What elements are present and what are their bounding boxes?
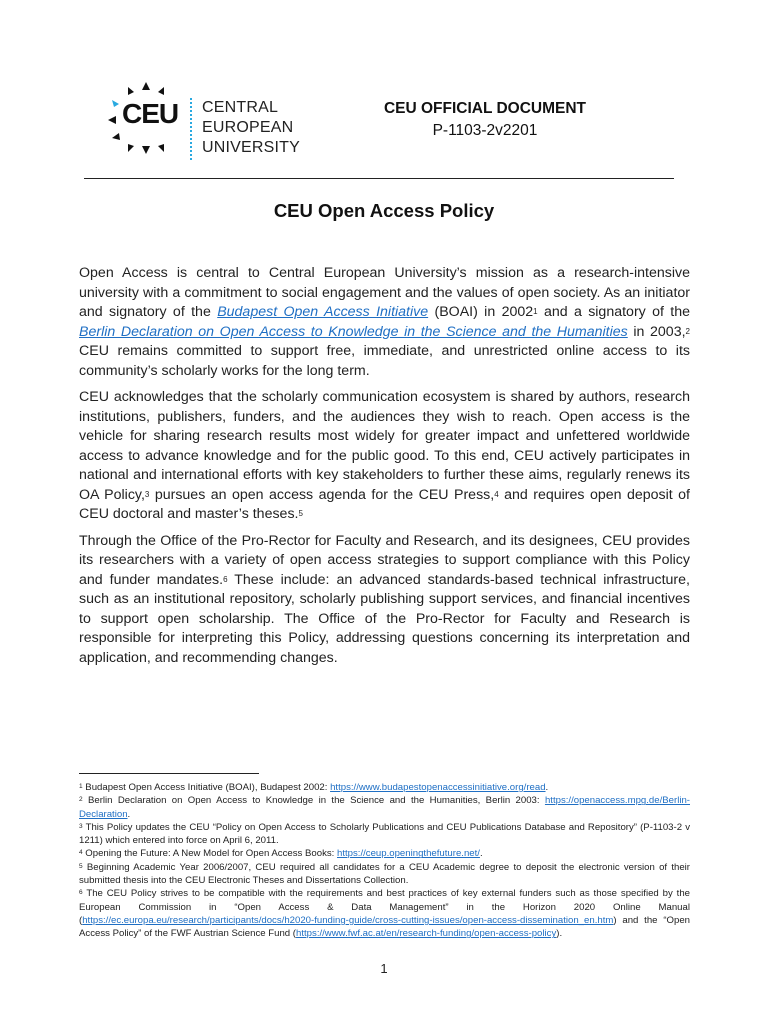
footnotes [79,781,690,941]
text: Berlin Declaration on Open Access to Knowledge in the Science and the Humanities, Berlin 2003: [82,795,545,807]
footnote-number: 5 [79,862,83,870]
footnote-ref: 3 [144,489,150,499]
boai-link[interactable]: Budapest Open Access Initiative [217,304,429,320]
paragraph-1 [79,264,690,381]
footnote-link[interactable]: https://www.fwf.ac.at/en/research-funding/open-access-policy [296,928,557,940]
text: . [479,848,483,860]
document-code: P-1103-2v2201 [432,122,538,139]
ceu-logo [96,72,306,168]
text: CEU remains committed to support free, immediate, and unrestricted online access to its community’s scholarly works for the long term. [79,343,690,379]
footnote-ref: 4 [494,489,499,499]
logo-name [202,98,300,158]
footnote-link[interactable]: https://openaccess.mpg.de/Berlin-Declaration [79,795,690,820]
document-header [370,98,600,142]
paragraph-2 [79,388,690,525]
logo-divider [190,98,192,160]
footnote-ref: 6 [223,574,228,584]
logo-name-line: UNIVERSITY [202,139,301,156]
text: These include: an advanced standards-based technical infrastructure, such as an institutional repository, scholarly publishing support services, and financial incentives to support open scholarship. The Office of the Pro-Rector for Faculty and Research is responsible for interpreting this Policy, addressing questions concerning its interpretation and application, and recommending changes. [79,571,690,666]
logo-abbrev: CEU [122,98,179,129]
logo-name-line: CENTRAL [202,99,279,116]
text: This Policy updates the CEU “Policy on Open Access to Scholarly Publications and CEU Publications Database and Repository” (P-1103-2 v 1211) which entered into force on April 6, 2011. [79,821,690,847]
footnote-3 [79,821,690,848]
text: ) and the “Open Access Policy” of the FWF Austrian Science Fund ( [79,914,690,940]
footnote-number: 6 [79,889,83,897]
text: CEU acknowledges that the scholarly communication ecosystem is shared by authors, research institutions, publishers, funders, and the audiences they wish to reach. Open access is the vehicle for sharing research results most widely for greater impact and unfettered worldwide access to advance knowledge and for the public good. To this end, CEU actively participates in national and international efforts with key stakeholders to further these aims, regularly renews its OA Policy, [79,389,690,503]
footnote-number: 2 [79,796,83,804]
footnote-2 [79,794,690,821]
text: (BOAI) in 2002 [428,304,534,320]
footnote-separator [79,773,259,774]
footnote-ref: 1 [533,307,538,316]
text: and a signatory of the [537,304,691,320]
page-number: 1 [380,961,388,976]
footnote-number: 3 [79,822,83,830]
footnote-6 [79,887,690,940]
text: in 2003, [627,323,686,340]
text: Beginning Academic Year 2006/2007, CEU required all candidates for a CEU Academic degree to deposit the electronic version of their submitted thesis into the CEU Electronic Theses and Dissertations Collection. [79,861,690,887]
text: Opening the Future: A New Model for Open Access Books: [82,848,337,860]
logo-name-line: EUROPEAN [202,119,294,136]
footnote-link[interactable]: https://ceup.openingthefuture.net/ [337,848,480,860]
text: ). [556,928,563,940]
text: . [545,782,549,793]
text: pursues an open access agenda for the CEU Press, [149,486,495,503]
text: and requires open deposit of CEU doctoral and master’s theses. [79,486,690,522]
footnote-5 [79,861,690,888]
footnote-number: 1 [79,783,83,790]
footnote-1 [79,781,690,794]
paragraph-3 [79,532,690,669]
berlin-declaration-link[interactable]: Berlin Declaration on Open Access to Knowledge in the Science and the Humanities [79,323,628,340]
footnote-link[interactable]: https://www.budapestopenaccessinitiative.org/read [330,782,546,793]
text: The CEU Policy strives to be compatible with the requirements and best practices of key external funders such as those specified by the European Commission in “Open Access & Data Management” in the Horizon 2020 Online Manual ( [79,888,690,926]
page-title: CEU Open Access Policy [273,200,495,221]
policy-body [79,264,690,675]
footnote-link[interactable]: https://ec.europa.eu/research/participants/docs/h2020-funding-guide/cross-cutting-issues/open-access-dissemination_en.htm [82,914,614,926]
text: Open Access is central to Central European University’s mission as a research-intensive university with a commitment to social engagement and the values of open society. As an initiator and signatory of the [79,265,690,320]
text: . [127,808,131,820]
footnote-ref: 2 [685,326,690,336]
document-kind: CEU OFFICIAL DOCUMENT [383,100,587,117]
footnote-ref: 5 [298,509,303,518]
footnote-number: 4 [79,849,83,857]
text: Through the Office of the Pro-Rector for Faculty and Research, and its designees, CEU provides its researchers with a variety of open access strategies to support compliance with this Policy and funder mandates. [79,532,690,588]
text: Budapest Open Access Initiative (BOAI), Budapest 2002: [82,782,331,793]
footnote-4 [79,847,690,860]
header-rule [84,178,674,179]
